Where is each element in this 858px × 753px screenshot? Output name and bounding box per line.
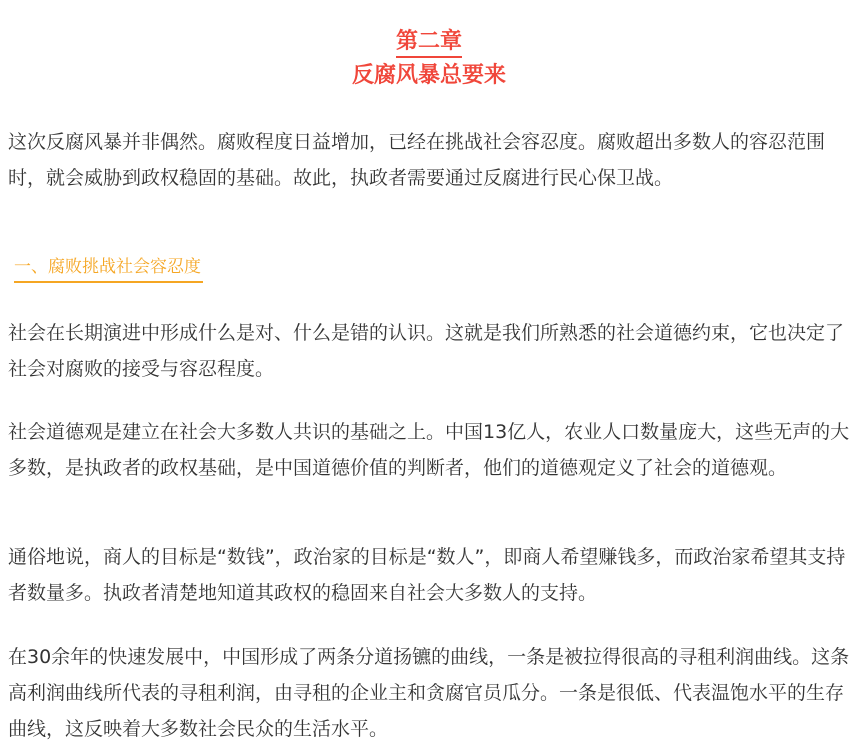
paragraph-two-curves: 在30余年的快速发展中，中国形成了两条分道扬镳的曲线，一条是被拉得很高的寻租利润曲线。这条高利润曲线所代表的寻租利润，由寻租的企业主和贪腐官员瓜分。一条是很低、代表温饱水平的生存曲线，这反映着大多数社会民众的生活水平。 bbox=[8, 646, 850, 740]
section-heading: 一、腐败挑战社会容忍度 bbox=[14, 253, 203, 283]
chapter-header bbox=[0, 28, 858, 92]
paragraph-moral-consensus: 社会道德观是建立在社会大多数人共识的基础之上。中国13亿人，农业人口数量庞大，这些无声的大多数，是执政者的政权基础，是中国道德价值的判断者，他们的道德观定义了社会的道德观。 bbox=[8, 421, 850, 479]
paragraph-merchants-politicians: 通俗地说，商人的目标是“数钱”，政治家的目标是“数人”，即商人希望赚钱多，而政治家希望其支持者数量多。执政者清楚地知道其政权的稳固来自社会大多数人的支持。 bbox=[8, 546, 846, 604]
chapter-title: 反腐风暴总要来 bbox=[351, 63, 506, 88]
chapter-number: 第二章 bbox=[396, 28, 462, 58]
paragraph-social-morality: 社会在长期演进中形成什么是对、什么是错的认识。这就是我们所熟悉的社会道德约束，它也决定了社会对腐败的接受与容忍程度。 bbox=[8, 322, 845, 380]
intro-paragraph: 这次反腐风暴并非偶然。腐败程度日益增加，已经在挑战社会容忍度。腐败超出多数人的容忍范围时，就会威胁到政权稳固的基础。故此，执政者需要通过反腐进行民心保卫战。 bbox=[8, 131, 826, 189]
